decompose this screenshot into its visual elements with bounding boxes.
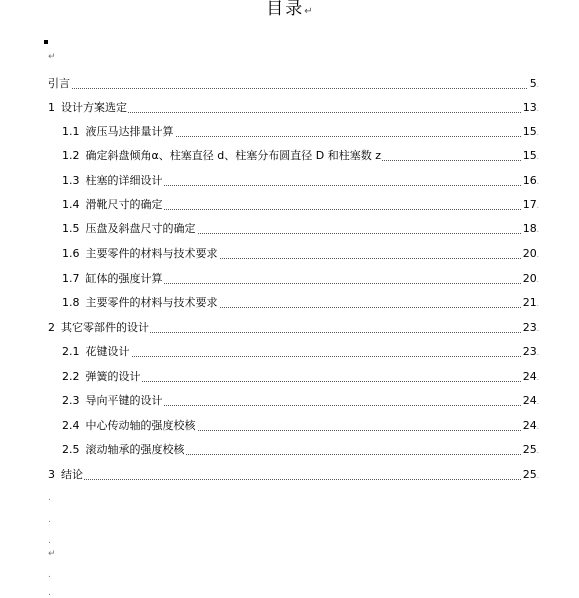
list-bullet-icon <box>44 40 48 44</box>
toc-entry[interactable] <box>0 320 579 336</box>
empty-paragraph-mark: . <box>48 570 51 580</box>
toc-entry-number: 1.6 <box>62 247 80 260</box>
toc-entry-label[interactable] <box>62 124 175 140</box>
toc-page-number: 24 <box>522 370 537 383</box>
toc-page-number: 5 <box>529 77 537 90</box>
end-mark: . <box>536 472 539 480</box>
end-mark: . <box>536 105 539 113</box>
dot-leader <box>52 88 527 89</box>
toc-page-number: 21 <box>522 296 537 309</box>
end-mark: . <box>536 398 539 406</box>
toc-entry-page <box>522 295 539 312</box>
toc-entry-number: 2.1 <box>62 345 80 358</box>
toc-entry-label[interactable] <box>62 344 131 360</box>
toc-entry-text: 引言 <box>48 77 70 90</box>
end-mark: . <box>536 226 539 234</box>
toc-entry-label[interactable] <box>62 442 186 458</box>
toc-entry-label[interactable] <box>62 148 382 164</box>
toc-entry-number: 2.3 <box>62 394 80 407</box>
toc-page-number: 15 <box>522 149 537 162</box>
toc-entry-number: 2.5 <box>62 443 80 456</box>
toc-entry-number: 1.8 <box>62 296 80 309</box>
toc-entry-text: 结论 <box>61 468 83 481</box>
toc-entry-page <box>522 467 539 484</box>
toc-entry-page <box>522 246 539 263</box>
toc-entry-number: 1.3 <box>62 174 80 187</box>
toc-entry-number: 1.2 <box>62 149 80 162</box>
toc-page-number: 24 <box>522 419 537 432</box>
toc-entry-number: 2 <box>48 321 55 334</box>
end-mark: . <box>536 349 539 357</box>
toc-title-text: 目录 <box>266 0 305 19</box>
toc-page-number: 24 <box>522 394 537 407</box>
toc-entry-page <box>522 173 539 190</box>
toc-entry[interactable] <box>0 369 579 385</box>
toc-entry-page <box>522 442 539 459</box>
end-mark: . <box>536 447 539 455</box>
toc-entry-page <box>522 369 539 386</box>
toc-entry[interactable] <box>0 295 579 311</box>
empty-paragraph-mark: . <box>48 588 51 598</box>
toc-entry-page <box>529 76 539 93</box>
toc-entry[interactable] <box>0 418 579 434</box>
toc-entry-label[interactable] <box>48 320 150 336</box>
toc-entry-number: 1.7 <box>62 272 80 285</box>
toc-entry-label[interactable] <box>48 100 128 116</box>
toc-entry-label[interactable] <box>62 369 142 385</box>
toc-entry-page <box>522 418 539 435</box>
end-mark: . <box>536 374 539 382</box>
toc-page-number: 16 <box>522 174 537 187</box>
toc-entry-number: 3 <box>48 468 55 481</box>
empty-paragraph-mark: . <box>48 515 51 525</box>
toc-entry-label[interactable] <box>62 246 219 262</box>
toc-entry-page <box>522 320 539 337</box>
paragraph-mark: ↵ <box>48 52 56 62</box>
toc-entry[interactable] <box>0 246 579 262</box>
end-mark: . <box>536 251 539 259</box>
toc-entry[interactable] <box>0 442 579 458</box>
toc-entry-number: 1.1 <box>62 125 80 138</box>
toc-entry[interactable] <box>0 100 579 116</box>
toc-entry-text: 滑靴尺寸的确定 <box>85 198 163 211</box>
paragraph-mark: ↵ <box>304 6 313 17</box>
toc-entry-page <box>522 221 539 238</box>
end-mark: . <box>536 423 539 431</box>
toc-entry-page <box>522 393 539 410</box>
toc-entry-text: 弹簧的设计 <box>85 370 141 383</box>
end-mark: . <box>536 202 539 210</box>
empty-paragraph-mark: . <box>48 536 51 546</box>
toc-entry[interactable] <box>0 197 579 213</box>
end-mark: . <box>536 129 539 137</box>
toc-entry[interactable] <box>0 467 579 483</box>
toc-page-number: 17 <box>522 198 537 211</box>
toc-entry-text: 设计方案选定 <box>61 101 127 114</box>
toc-entry-text: 压盘及斜盘尺寸的确定 <box>85 222 196 235</box>
end-mark: . <box>536 81 539 89</box>
toc-entry-label[interactable] <box>62 221 197 237</box>
toc-entry-text: 缸体的强度计算 <box>85 272 163 285</box>
toc-page-number: 25 <box>522 468 537 481</box>
toc-entry-label[interactable] <box>62 271 164 287</box>
toc-entry-number: 2.4 <box>62 419 80 432</box>
toc-entry[interactable] <box>0 76 579 92</box>
toc-entry-text: 导向平键的设计 <box>85 394 163 407</box>
toc-entry-number: 1 <box>48 101 55 114</box>
toc-entry-text: 滚动轴承的强度校核 <box>85 443 185 456</box>
toc-entry-label[interactable] <box>48 76 71 92</box>
end-mark: . <box>536 325 539 333</box>
toc-page-number: 25 <box>522 443 537 456</box>
toc-entry[interactable] <box>0 221 579 237</box>
toc-page-number: 23 <box>522 345 537 358</box>
toc-entry-number: 2.2 <box>62 370 80 383</box>
toc-entry[interactable] <box>0 148 579 164</box>
toc-entry-text: 主要零件的材料与技术要求 <box>85 296 218 309</box>
paragraph-mark: ↵ <box>48 549 56 559</box>
toc-entry-page <box>522 271 539 288</box>
end-mark: . <box>536 153 539 161</box>
toc-entry-label[interactable] <box>62 418 197 434</box>
toc-entry-label[interactable] <box>62 197 164 213</box>
dot-leader <box>66 356 527 357</box>
toc-entry[interactable] <box>0 271 579 287</box>
toc-entry[interactable] <box>0 173 579 189</box>
toc-entry-text: 中心传动轴的强度校核 <box>85 419 196 432</box>
toc-page-number: 18 <box>522 222 537 235</box>
toc-entry[interactable] <box>0 344 579 360</box>
toc-entry-label[interactable] <box>62 393 164 409</box>
toc-page-number: 20 <box>522 272 537 285</box>
toc-page-number: 20 <box>522 247 537 260</box>
dot-leader <box>52 479 527 480</box>
toc-entry-page <box>522 124 539 141</box>
toc-entry-page <box>522 100 539 117</box>
end-mark: . <box>536 300 539 308</box>
toc-entry-label[interactable] <box>62 295 219 311</box>
toc-entry-text: 其它零部件的设计 <box>61 321 149 334</box>
end-mark: . <box>536 178 539 186</box>
toc-page-number: 15 <box>522 125 537 138</box>
toc-entry-text: 柱塞的详细设计 <box>85 174 163 187</box>
toc-entry-page <box>522 344 539 361</box>
toc-entry-text: 液压马达排量计算 <box>85 125 174 138</box>
toc-entry-number: 1.4 <box>62 198 80 211</box>
end-mark: . <box>536 276 539 284</box>
toc-entry-text: 花键设计 <box>85 345 130 358</box>
toc-entry[interactable] <box>0 393 579 409</box>
toc-title <box>0 0 579 19</box>
toc-page-number: 23 <box>522 321 537 334</box>
empty-paragraph-mark: . <box>48 493 51 503</box>
toc-entry[interactable] <box>0 124 579 140</box>
toc-entry-page <box>522 197 539 214</box>
toc-entry-text: 确定斜盘倾角α、柱塞直径 d、柱塞分布圆直径 D 和柱塞数 z <box>85 149 381 162</box>
toc-entry-number: 1.5 <box>62 222 80 235</box>
toc-entry-label[interactable] <box>62 173 164 189</box>
toc-entry-page <box>522 148 539 165</box>
toc-entry-label[interactable] <box>48 467 84 483</box>
toc-entry-text: 主要零件的材料与技术要求 <box>85 247 218 260</box>
toc-page-number: 13 <box>522 101 537 114</box>
